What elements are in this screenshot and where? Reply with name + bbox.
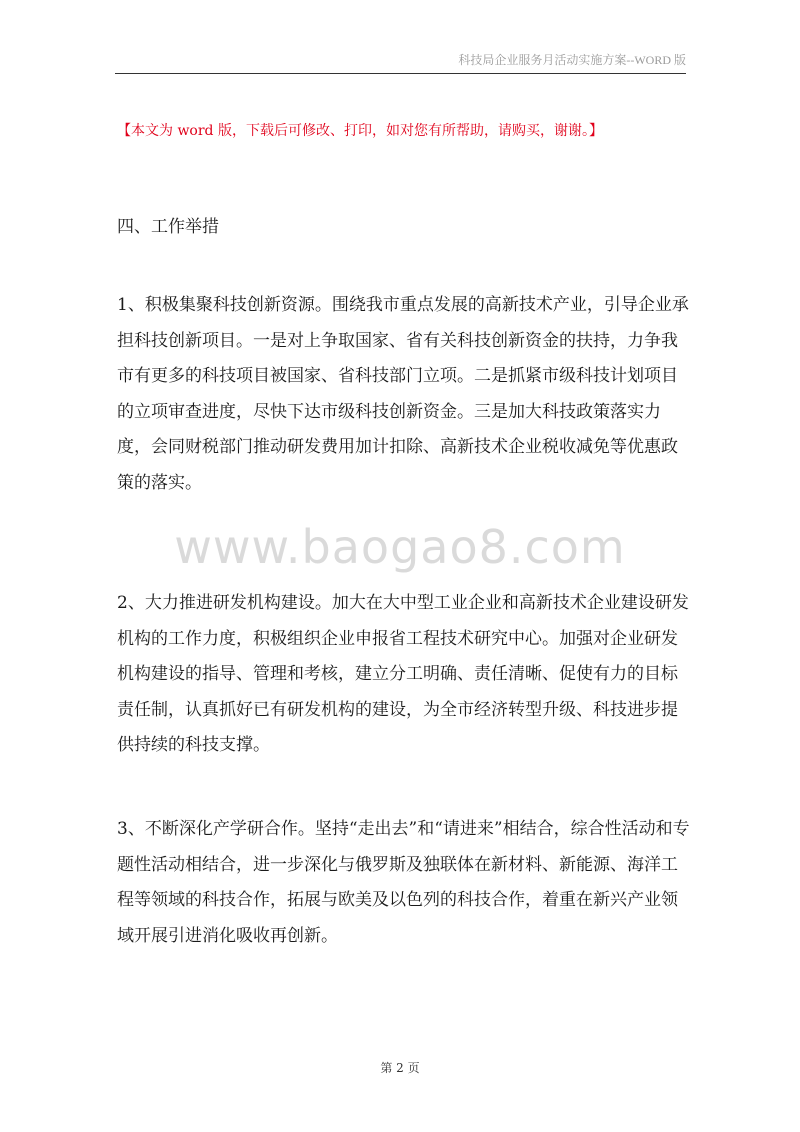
running-header: 科技局企业服务月活动实施方案--WORD 版	[458, 53, 686, 67]
paragraph-3: 3、不断深化产学研合作。坚持“走出去”和“请进来”相结合，综合性活动和专题性活动相结合，进一步深化与俄罗斯及独联体在新材料、新能源、海洋工程等领域的科技合作，拓展与欧美及以色列的科技合作，着重在新兴产业领域开展引进消化吸收再创新。	[117, 819, 690, 946]
header-divider	[115, 73, 686, 74]
section-heading: 四、工作举措	[117, 217, 219, 237]
purchase-notice: 【本文为 word 版，下载后可修改、打印，如对您有所帮助，请购买，谢谢。】	[117, 123, 603, 139]
paragraph-2: 2、大力推进研发机构建设。加大在大中型工业企业和高新技术企业建设研发机构的工作力度，积极组织企业申报省工程技术研究中心。加强对企业研发机构建设的指导、管理和考核，建立分工明确、责任清晰、促使有力的目标责任制，认真抓好已有研发机构的建设，为全市经济转型升级、科技进步提供持续的科技支撑。	[117, 593, 689, 755]
paragraph-1: 1、积极集聚科技创新资源。围绕我市重点发展的高新技术产业，引导企业承担科技创新项目。一是对上争取国家、省有关科技创新资金的扶持，力争我市有更多的科技项目被国家、省科技部门立项。二是抓紧市级科技计划项目的立项审查进度，尽快下达市级科技创新资金。三是加大科技政策落实力度，会同财税部门推动研发费用加计扣除、高新技术企业税收减免等优惠政策的落实。	[117, 295, 689, 493]
page-number: 第 2 页	[380, 1061, 420, 1075]
watermark: www.baogao8.com	[174, 520, 626, 574]
